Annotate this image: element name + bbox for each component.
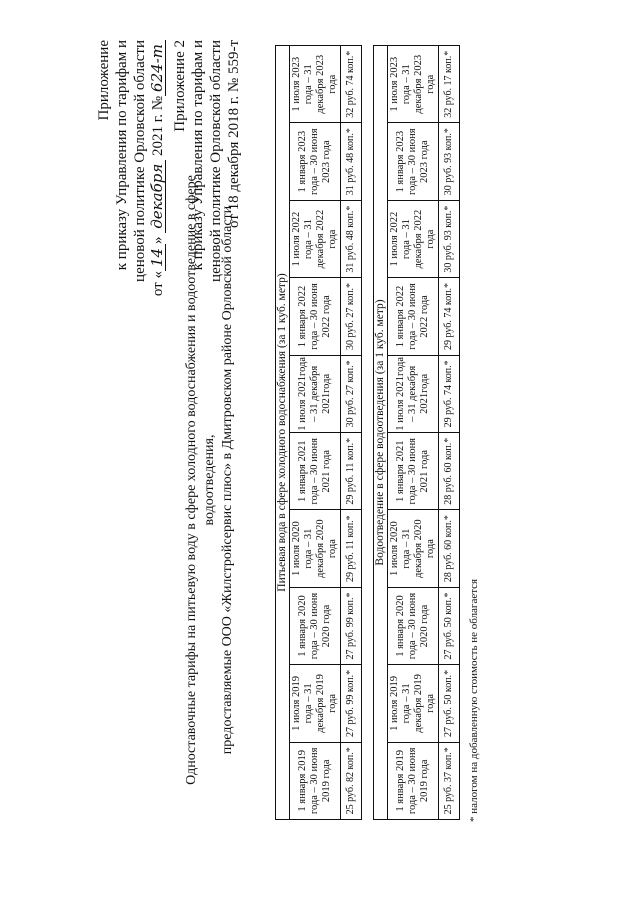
period-cell: 1 января 2020 года – 30 июня 2020 года bbox=[388, 587, 439, 664]
document-title-line-2: предоставляемые ООО «Жилстройсервис плюс» в Дмитровском районе Орловской области bbox=[220, 205, 235, 755]
sewage-tariff-value: 32 руб. 17 коп.* bbox=[439, 46, 460, 123]
appendix-title: Приложение bbox=[96, 40, 112, 121]
water-tariff-value: 29 руб. 11 коп.* bbox=[341, 433, 362, 510]
sewage-tariff-value: 30 руб. 93 коп.* bbox=[439, 123, 460, 200]
period-cell: 1 июля 2023 года – 31 декабря 2023 года bbox=[388, 46, 439, 123]
handwritten-day: 14 bbox=[149, 244, 166, 271]
water-tariff-value: 27 руб. 99 коп.* bbox=[341, 587, 362, 664]
period-cell: 1 июля 2021года – 31 декабря 2021года bbox=[388, 355, 439, 432]
period-cell: 1 января 2021 года – 30 июня 2021 года bbox=[388, 433, 439, 510]
water-tariff-value: 29 руб. 11 коп.* bbox=[341, 510, 362, 587]
water-tariff-value: 27 руб. 99 коп.* bbox=[341, 665, 362, 742]
period-cell: 1 января 2023 года – 30 июня 2023 года bbox=[388, 123, 439, 200]
footnote: * налогом на добавленную стоимость не облагается bbox=[468, 578, 480, 822]
appendix-2-line-2: ценовой политике Орловской области bbox=[208, 40, 224, 282]
sewage-caption-row bbox=[374, 46, 388, 820]
handwritten-month: декабря bbox=[149, 160, 166, 233]
sewage-caption: Водоотведение в сфере водоотведения (за 1 куб. метр) bbox=[374, 46, 388, 820]
sewage-tariff-value: 29 руб. 74 коп.* bbox=[439, 355, 460, 432]
period-cell: 1 июля 2022 года – 31 декабря 2022 года bbox=[388, 200, 439, 277]
period-cell: 1 января 2021 года – 30 июня 2021 года bbox=[290, 433, 341, 510]
sewage-tariff-value: 27 руб. 50 коп.* bbox=[439, 665, 460, 742]
period-cell: 1 июля 2020 года – 31 декабря 2020 года bbox=[290, 510, 341, 587]
water-caption: Питьевая вода в сфере холодного водоснабжения (за 1 куб. метр) bbox=[276, 46, 290, 820]
water-tariff-value: 25 руб. 82 коп.* bbox=[341, 742, 362, 819]
water-value-row bbox=[341, 46, 362, 820]
sewage-tariff-value: 27 руб. 50 коп.* bbox=[439, 587, 460, 664]
appendix-top bbox=[95, 40, 167, 440]
period-cell: 1 января 2022 года – 30 июня 2022 года bbox=[290, 278, 341, 355]
water-tariff-table bbox=[275, 45, 362, 820]
period-cell: 1 января 2019 года – 30 июня 2019 года bbox=[388, 742, 439, 819]
sewage-tariff-table bbox=[373, 45, 460, 820]
appendix-line-1: к приказу Управления по тарифам и bbox=[114, 40, 130, 271]
period-cell: 1 июля 2021года – 31 декабря 2021года bbox=[290, 355, 341, 432]
rotated-page bbox=[5, 0, 625, 860]
period-cell: 1 июля 2019 года – 31 декабря 2019 года bbox=[388, 665, 439, 742]
sewage-tariff-value: 28 руб. 60 коп.* bbox=[439, 510, 460, 587]
appendix-2-line-3: от 18 декабря 2018 г. № 559-т bbox=[226, 40, 242, 228]
sewage-period-row bbox=[388, 46, 439, 820]
period-cell: 1 июля 2022 года – 31 декабря 2022 года bbox=[290, 200, 341, 277]
period-cell: 1 января 2019 года – 30 июня 2019 года bbox=[290, 742, 341, 819]
sewage-tariff-value: 29 руб. 74 коп.* bbox=[439, 278, 460, 355]
period-cell: 1 января 2020 года – 30 июня 2020 года bbox=[290, 587, 341, 664]
water-tariff-value: 31 руб. 48 коп.* bbox=[341, 200, 362, 277]
appendix-date: от «14» декабря 2021 г. №624-т bbox=[149, 40, 167, 440]
period-cell: 1 января 2022 года – 30 июня 2022 года bbox=[388, 278, 439, 355]
sewage-tariff-value: 28 руб. 60 коп.* bbox=[439, 433, 460, 510]
period-cell: 1 июля 2023 года – 31 декабря 2023 года bbox=[290, 46, 341, 123]
appendix-2-title: Приложение 2 bbox=[172, 40, 188, 132]
period-cell: 1 июля 2020 года – 31 декабря 2020 года bbox=[388, 510, 439, 587]
sewage-tariff-value: 25 руб. 37 коп.* bbox=[439, 742, 460, 819]
period-cell: 1 июля 2019 года – 31 декабря 2019 года bbox=[290, 665, 341, 742]
water-tariff-value: 30 руб. 27 коп.* bbox=[341, 355, 362, 432]
water-tariff-value: 30 руб. 27 коп.* bbox=[341, 278, 362, 355]
handwritten-number: 624-т bbox=[149, 40, 166, 96]
document-title bbox=[183, 160, 237, 800]
sewage-tariff-value: 30 руб. 93 коп.* bbox=[439, 200, 460, 277]
appendix-2-line-1: к приказу Управления по тарифам и bbox=[190, 40, 206, 271]
water-tariff-value: 32 руб. 74 коп.* bbox=[341, 46, 362, 123]
appendix-line-2: ценовой политике Орловской области bbox=[132, 40, 148, 282]
water-period-row bbox=[290, 46, 341, 820]
document-title-line-1: Одноставочные тарифы на питьевую воду в сфере холодного водоснабжения и водоотведение в сфере водоотведения, bbox=[184, 175, 217, 785]
sewage-value-row bbox=[439, 46, 460, 820]
water-caption-row bbox=[276, 46, 290, 820]
water-tariff-value: 31 руб. 48 коп.* bbox=[341, 123, 362, 200]
period-cell: 1 января 2023 года – 30 июня 2023 года bbox=[290, 123, 341, 200]
